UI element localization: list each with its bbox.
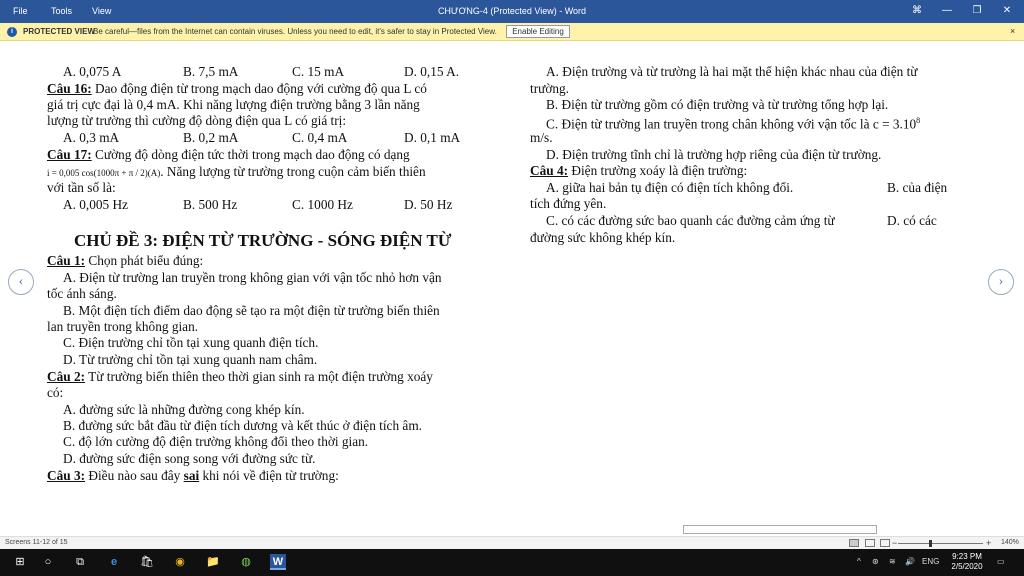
c3-question: Câu 3: Điều nào sau đây sai khi nói về điện từ trường:	[47, 468, 339, 483]
q17-option-b: B. 500 Hz	[183, 197, 238, 212]
c2-option-d: D. đường sức điện song song với đường sức từ.	[63, 451, 316, 466]
q16-option-b: B. 0,2 mA	[183, 130, 239, 145]
q17-option-c: C. 1000 Hz	[292, 197, 353, 212]
q15-option-d: D. 0,15 A.	[404, 64, 460, 79]
word-icon[interactable]: W	[270, 554, 286, 570]
c3-exponent: 8	[916, 116, 921, 125]
c1-option-b: B. Một điện tích điểm dao động sẽ tạo ra một điện từ trường biến thiên	[63, 303, 440, 318]
search-icon[interactable]: ○	[44, 556, 52, 568]
c1-option-c: C. Điện trường chỉ tồn tại xung quanh điện tích.	[63, 335, 319, 350]
c1-option-a-cont: tốc ánh sáng.	[47, 286, 117, 301]
enable-editing-button[interactable]: Enable Editing	[506, 25, 570, 38]
info-icon: i	[7, 27, 17, 37]
menu-view[interactable]: View	[92, 6, 112, 16]
c3-sai: sai	[183, 468, 200, 483]
c2-question: Câu 2: Từ trường biến thiên theo thời gian sinh ra một điện trường xoáy	[47, 369, 433, 384]
c4-option-d: D. có các	[887, 213, 937, 228]
q16-line1: Câu 16: Dao động điện từ trong mạch dao động với cường độ qua L có	[47, 81, 427, 96]
q17-formula: i = 0,005 cos(1000π + π / 2)(A)	[47, 168, 161, 178]
q17-option-d: D. 50 Hz	[404, 197, 453, 212]
zoom-out-button[interactable]: −	[892, 538, 898, 548]
notification-icon[interactable]: ▭	[997, 557, 1005, 566]
c2-question-cont: có:	[47, 385, 64, 400]
close-bar-icon[interactable]: ×	[1010, 26, 1016, 36]
c4-option-a: A. giữa hai bản tụ điện có điện tích không đổi.	[546, 180, 794, 195]
clock[interactable]	[944, 552, 990, 572]
tray-wifi-icon[interactable]: ≋	[889, 557, 896, 566]
screens-counter: Screens 11-12 of 15	[5, 539, 68, 546]
q17-line2: i = 0,005 cos(1000π + π / 2)(A). Năng lượng từ trường trong cuộn cảm biến thiên	[47, 164, 426, 179]
restore-button[interactable]: ❐	[972, 5, 982, 16]
c1-option-b-cont: lan truyền trong không gian.	[47, 319, 199, 334]
c2-label: Câu 2:	[47, 369, 86, 384]
q16-option-a: A. 0,3 mA	[63, 130, 120, 145]
zoom-slider-knob[interactable]	[929, 540, 932, 547]
title-bar	[0, 0, 1024, 23]
clock-time: 9:23 PM	[952, 552, 982, 561]
edge-icon[interactable]: e	[110, 556, 118, 568]
c3-option-b: B. Điện từ trường gồm có điện trường và từ trường tổng hợp lại.	[546, 97, 889, 112]
q17-line1: Câu 17: Cường độ dòng điện tức thời trong mạch dao động có dạng	[47, 147, 410, 162]
q17-label: Câu 17:	[47, 147, 92, 162]
c2-option-a: A. đường sức là những đường cong khép kín.	[63, 402, 305, 417]
web-layout-icon[interactable]	[880, 539, 890, 547]
c1-option-a: A. Điện từ trường lan truyền trong không gian với vận tốc nhỏ hơn vận	[63, 270, 442, 285]
window-title: CHƯƠNG-4 (Protected View) - Word	[437, 6, 587, 16]
fit-window-icon[interactable]: ⌘	[912, 5, 922, 16]
tray-network-icon[interactable]: ⊛	[872, 557, 879, 566]
taskbar	[0, 549, 1024, 576]
chrome-icon[interactable]: ◉	[175, 556, 185, 568]
protected-view-label: PROTECTED VIEW	[23, 27, 96, 36]
c3-label: Câu 3:	[47, 468, 86, 483]
q15-option-c: C. 15 mA	[292, 64, 345, 79]
language-indicator[interactable]: ENG	[922, 557, 940, 566]
file-explorer-icon[interactable]: 📁	[206, 556, 220, 568]
q16-option-d: D. 0,1 mA	[404, 130, 461, 145]
start-icon[interactable]: ⊞	[15, 556, 25, 568]
c3-option-d: D. Điện trường tĩnh chỉ là trường hợp riêng của điện từ trường.	[546, 147, 882, 162]
clock-date: 2/5/2020	[951, 562, 983, 571]
minimize-button[interactable]: —	[942, 5, 952, 16]
q16-label: Câu 16:	[47, 81, 92, 96]
next-screen-button[interactable]: ›	[988, 269, 1014, 295]
c3-option-a-cont: trường.	[530, 81, 569, 96]
close-button[interactable]: ✕	[1002, 5, 1012, 16]
c4-label: Câu 4:	[530, 163, 569, 178]
task-view-icon[interactable]: ⧉	[76, 556, 84, 568]
zoom-in-button[interactable]: +	[986, 538, 992, 548]
c4-option-b-cont: tích đứng yên.	[530, 196, 607, 211]
chapter-heading: CHỦ ĐỀ 3: ĐIỆN TỪ TRƯỜNG - SÓNG ĐIỆN TỪ	[74, 231, 452, 250]
c3-option-c-cont: m/s.	[530, 130, 553, 145]
store-icon[interactable]: 🛍	[140, 556, 154, 568]
status-bar	[0, 536, 1024, 549]
previous-screen-button[interactable]: ‹	[8, 269, 34, 295]
protected-view-message: Be careful—files from the Internet can contain viruses. Unless you need to edit, it's safer to stay in Protected View.	[93, 27, 497, 36]
c2-option-c: C. độ lớn cường độ điện trường không đổi theo thời gian.	[63, 434, 369, 449]
c4-question: Câu 4: Điện trường xoáy là điện trường:	[530, 163, 748, 178]
document-area	[0, 41, 1024, 523]
c4-option-d-cont: đường sức không khép kín.	[530, 230, 676, 245]
menu-file[interactable]: File	[13, 6, 28, 16]
tray-chevron-icon[interactable]: ^	[857, 557, 861, 566]
c4-option-b: B. của điện	[887, 180, 948, 195]
read-mode-icon[interactable]	[849, 539, 859, 547]
c3-option-c: C. Điện từ trường lan truyền trong chân không với vận tốc là $c = 3.10^8$	[546, 116, 921, 132]
protected-view-bar	[0, 23, 1024, 41]
c1-option-d: D. Từ trường chỉ tồn tại xung quanh nam châm.	[63, 352, 318, 367]
q16-line3: lượng từ trường thì cường độ dòng điện qua L có giá trị:	[47, 113, 347, 128]
q17-option-a: A. 0,005 Hz	[63, 197, 128, 212]
page-indicator	[683, 525, 877, 534]
tray-volume-icon[interactable]: 🔊	[905, 557, 915, 566]
q15-option-a: A. 0,075 A	[63, 64, 122, 79]
q17-line3: với tần số là:	[47, 180, 116, 195]
menu-tools[interactable]: Tools	[51, 6, 73, 16]
print-layout-icon[interactable]	[865, 539, 875, 547]
c3-option-a: A. Điện trường và từ trường là hai mặt thể hiện khác nhau của điện từ	[546, 64, 918, 79]
c1-label: Câu 1:	[47, 253, 86, 268]
zoom-slider[interactable]	[898, 543, 983, 544]
q16-line2: giá trị cực đại là 0,4 mA. Khi năng lượng điện trường bằng 3 lần năng	[47, 97, 420, 112]
c1-question: Câu 1: Chọn phát biểu đúng:	[47, 253, 204, 268]
c4-option-c: C. có các đường sức bao quanh các đường cảm ứng từ	[546, 213, 835, 228]
q16-option-c: C. 0,4 mA	[292, 130, 348, 145]
q15-option-b: B. 7,5 mA	[183, 64, 239, 79]
app-icon[interactable]: ◍	[241, 556, 251, 568]
zoom-level[interactable]: 140%	[1001, 539, 1019, 546]
c2-option-b: B. đường sức bắt đầu từ điện tích dương và kết thúc ở điện tích âm.	[63, 418, 423, 433]
